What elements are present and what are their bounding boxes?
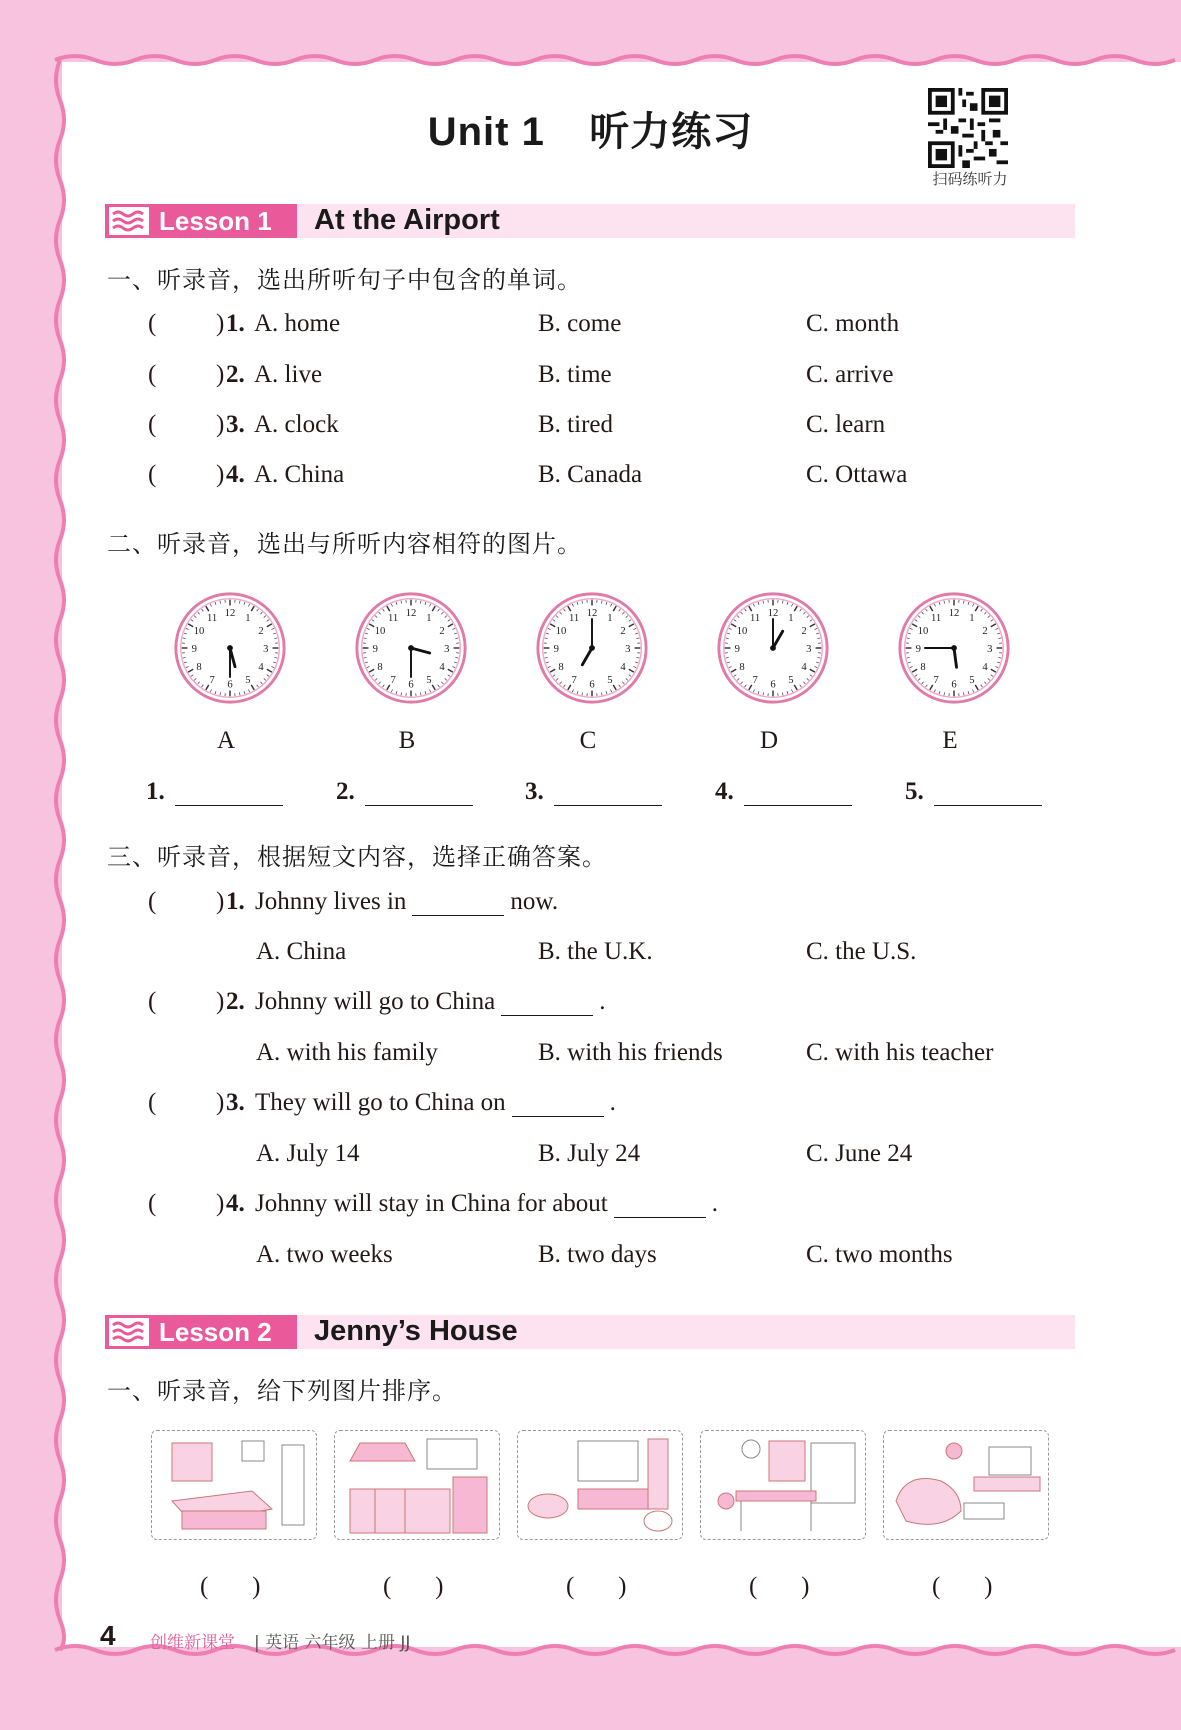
- clock-numeral: 12: [586, 608, 598, 620]
- bathroom-icon: [518, 1431, 682, 1539]
- lesson1-title: At the Airport: [314, 204, 500, 236]
- option-a: A. two weeks: [256, 1241, 393, 1268]
- clock-label: D: [759, 727, 779, 754]
- option-a: A. China: [256, 938, 347, 965]
- option-c: C. month: [806, 310, 900, 337]
- kitchen-icon: [335, 1431, 499, 1539]
- clock-numeral: 9: [915, 643, 921, 655]
- footer-book-info: | 英语 六年级 上册 JJ: [254, 1633, 411, 1653]
- clock-numeral: 11: [930, 612, 942, 624]
- clock-numeral: 5: [426, 674, 432, 686]
- bedroom-icon: [152, 1431, 316, 1539]
- clock-numeral: 9: [191, 643, 197, 655]
- clock-numeral: 7: [752, 674, 758, 686]
- fill-blank[interactable]: [501, 991, 593, 1016]
- option-row: [0, 1039, 1181, 1069]
- clock-numeral: 5: [969, 674, 975, 686]
- lesson1-number: Lesson 1: [159, 206, 272, 236]
- option-c: C. the U.S.: [806, 938, 917, 965]
- clock-numeral: 7: [933, 674, 939, 686]
- waves-icon: [109, 207, 149, 235]
- lesson1-section2-heading: 二、听录音，选出与所听内容相符的图片。: [107, 530, 582, 558]
- qr-code-icon[interactable]: [928, 88, 1008, 168]
- clock-numeral: 2: [801, 625, 807, 637]
- bathroom-picture: [517, 1430, 683, 1540]
- clock-numeral: 9: [553, 643, 559, 655]
- question-stem: They will go to China on .: [255, 1089, 616, 1116]
- study-picture: [700, 1430, 866, 1540]
- answer-number: 1.: [146, 778, 165, 805]
- question-number: 2.: [226, 988, 245, 1015]
- fill-blank[interactable]: [512, 1092, 604, 1117]
- answer-blank[interactable]: [146, 778, 283, 806]
- option-a: A. home: [254, 310, 341, 337]
- paren-close: ): [216, 888, 225, 915]
- answer-paren[interactable]: (: [148, 310, 157, 337]
- lesson1-section1-heading: 一、听录音，选出所听句子中包含的单词。: [107, 266, 582, 294]
- question-number: 1.: [226, 310, 245, 337]
- lesson1-tag: [105, 204, 297, 238]
- option-c: C. two months: [806, 1241, 953, 1268]
- unit-label: Unit 1: [427, 110, 545, 154]
- question-number: 3.: [226, 411, 245, 438]
- lesson2-header: [105, 1315, 1075, 1349]
- option-row: [0, 1241, 1181, 1271]
- paren-close: ): [216, 461, 225, 488]
- question-row: [0, 888, 1181, 918]
- question-row: [0, 361, 1181, 391]
- option-b: B. time: [538, 361, 612, 388]
- clock-numeral: 8: [739, 661, 745, 673]
- unit-title-cn: 听力练习: [589, 109, 754, 155]
- option-c: C. with his teacher: [806, 1039, 994, 1066]
- clock-numeral: 3: [263, 643, 269, 655]
- clock-label: B: [398, 727, 416, 754]
- clock-numeral: 10: [736, 625, 748, 637]
- answer-paren[interactable]: (: [148, 361, 157, 388]
- paren-close: ): [216, 988, 225, 1015]
- clock-numeral: 11: [206, 612, 218, 624]
- clock-numeral: 1: [607, 612, 613, 624]
- option-b: B. come: [538, 310, 622, 337]
- waves-icon: [109, 1318, 149, 1346]
- fill-blank[interactable]: [412, 891, 504, 916]
- clock-numeral: 12: [948, 608, 960, 620]
- clock-numeral: 2: [982, 625, 988, 637]
- paren-close: ): [216, 310, 225, 337]
- option-a: A. with his family: [256, 1039, 438, 1066]
- question-row: [0, 1190, 1181, 1220]
- question-number: 2.: [226, 361, 245, 388]
- option-b: B. tired: [538, 411, 613, 438]
- clock-numeral: 1: [245, 612, 251, 624]
- question-row: [0, 1089, 1181, 1119]
- clock-numeral: 4: [439, 661, 445, 673]
- clock-numeral: 12: [767, 608, 779, 620]
- clock-numeral: 9: [734, 643, 740, 655]
- clock-numeral: 3: [806, 643, 812, 655]
- question-number: 4.: [226, 461, 245, 488]
- clock-numeral: 10: [193, 625, 205, 637]
- lesson1-header: [105, 204, 1075, 238]
- option-b: B. with his friends: [538, 1039, 723, 1066]
- clock-numeral: 7: [390, 674, 396, 686]
- lesson2-number: Lesson 2: [159, 1317, 272, 1347]
- question-number: 3.: [226, 1089, 245, 1116]
- clock-numeral: 11: [749, 612, 761, 624]
- answer-blank[interactable]: [336, 778, 473, 806]
- order-paren[interactable]: ( ): [383, 1573, 444, 1600]
- clock-numeral: 4: [620, 661, 626, 673]
- clock-numeral: 1: [969, 612, 975, 624]
- option-a: A. clock: [254, 411, 339, 438]
- page-number: 4: [100, 1620, 116, 1651]
- option-row: [0, 938, 1181, 968]
- option-row: [0, 1140, 1181, 1170]
- question-stem: Johnny will stay in China for about .: [255, 1190, 718, 1217]
- study-icon: [701, 1431, 865, 1539]
- option-c: C. learn: [806, 411, 886, 438]
- answer-blank[interactable]: [715, 778, 852, 806]
- lesson2-section1-heading: 一、听录音，给下列图片排序。: [107, 1377, 457, 1405]
- clock-numeral: 4: [258, 661, 264, 673]
- question-stem: Johnny will go to China .: [255, 988, 606, 1015]
- answer-number: 5.: [905, 778, 924, 805]
- clock-numeral: 7: [571, 674, 577, 686]
- order-paren[interactable]: ( ): [566, 1573, 627, 1600]
- answer-paren[interactable]: (: [148, 1190, 157, 1217]
- clock-label: C: [579, 727, 597, 754]
- clock-icon: [896, 590, 1012, 706]
- answer-paren[interactable]: (: [148, 888, 157, 915]
- clock-numeral: 1: [426, 612, 432, 624]
- clock-numeral: 6: [951, 679, 957, 691]
- clock-numeral: 6: [408, 679, 414, 691]
- clock-icon: [172, 590, 288, 706]
- clock-numeral: 5: [607, 674, 613, 686]
- paren-close: ): [216, 1190, 225, 1217]
- clock-numeral: 10: [917, 625, 929, 637]
- clock-numeral: 3: [444, 643, 450, 655]
- clock-numeral: 2: [258, 625, 264, 637]
- qr-caption: 扫码练听力: [932, 170, 1008, 188]
- clock-icon: [715, 590, 831, 706]
- option-b: B. Canada: [538, 461, 643, 488]
- clock-numeral: 10: [374, 625, 386, 637]
- option-b: B. two days: [538, 1241, 657, 1268]
- kitchen-picture: [334, 1430, 500, 1540]
- footer-brand: 创维新课堂: [150, 1633, 235, 1653]
- answer-paren[interactable]: (: [148, 1089, 157, 1116]
- fill-blank[interactable]: [614, 1193, 706, 1218]
- paren-close: ): [216, 411, 225, 438]
- clock-label: A: [216, 727, 236, 754]
- clock-icon: [353, 590, 469, 706]
- answer-blank[interactable]: [905, 778, 1042, 806]
- order-paren[interactable]: ( ): [932, 1573, 993, 1600]
- clock-numeral: 5: [788, 674, 794, 686]
- clock-numeral: 6: [770, 679, 776, 691]
- answer-paren[interactable]: (: [148, 988, 157, 1015]
- clock-numeral: 10: [555, 625, 567, 637]
- clock-numeral: 8: [196, 661, 202, 673]
- order-paren[interactable]: ( ): [200, 1573, 261, 1600]
- option-b: B. July 24: [538, 1140, 641, 1167]
- clock-numeral: 2: [439, 625, 445, 637]
- option-a: A. China: [254, 461, 345, 488]
- clock-numeral: 11: [387, 612, 399, 624]
- option-c: C. Ottawa: [806, 461, 908, 488]
- question-stem: Johnny lives in now.: [255, 888, 559, 915]
- clock-numeral: 4: [801, 661, 807, 673]
- question-row: [0, 988, 1181, 1018]
- clock-numeral: 12: [224, 608, 236, 620]
- answer-number: 4.: [715, 778, 734, 805]
- clock-numeral: 2: [620, 625, 626, 637]
- option-a: A. July 14: [256, 1140, 360, 1167]
- clock-numeral: 3: [625, 643, 631, 655]
- living-room-icon: [884, 1431, 1048, 1539]
- clock-numeral: 7: [209, 674, 215, 686]
- clock-label: E: [942, 727, 958, 754]
- clock-numeral: 8: [377, 661, 383, 673]
- clock-numeral: 12: [405, 608, 417, 620]
- lesson2-tag: [105, 1315, 297, 1349]
- clock-numeral: 11: [568, 612, 580, 624]
- answer-paren[interactable]: (: [148, 461, 157, 488]
- clock-numeral: 1: [788, 612, 794, 624]
- clock-numeral: 3: [987, 643, 993, 655]
- question-number: 4.: [226, 1190, 245, 1217]
- clock-numeral: 6: [589, 679, 595, 691]
- option-a: A. live: [254, 361, 323, 388]
- question-number: 1.: [226, 888, 245, 915]
- question-row: [0, 461, 1181, 491]
- bedroom-picture: [151, 1430, 317, 1540]
- option-c: C. arrive: [806, 361, 894, 388]
- answer-blank[interactable]: [525, 778, 662, 806]
- clock-numeral: 6: [227, 679, 233, 691]
- answer-number: 2.: [336, 778, 355, 805]
- living-room-picture: [883, 1430, 1049, 1540]
- lesson2-title: Jenny’s House: [314, 1315, 518, 1347]
- question-row: [0, 411, 1181, 441]
- clock-numeral: 8: [558, 661, 564, 673]
- question-row: [0, 310, 1181, 340]
- answer-paren[interactable]: (: [148, 411, 157, 438]
- clock-numeral: 9: [372, 643, 378, 655]
- clock-numeral: 5: [245, 674, 251, 686]
- lesson1-section3-heading: 三、听录音，根据短文内容，选择正确答案。: [107, 843, 607, 871]
- option-b: B. the U.K.: [538, 938, 653, 965]
- paren-close: ): [216, 361, 225, 388]
- option-c: C. June 24: [806, 1140, 913, 1167]
- paren-close: ): [216, 1089, 225, 1116]
- clock-icon: [534, 590, 650, 706]
- clock-numeral: 4: [982, 661, 988, 673]
- order-paren[interactable]: ( ): [749, 1573, 810, 1600]
- answer-number: 3.: [525, 778, 544, 805]
- clock-numeral: 8: [920, 661, 926, 673]
